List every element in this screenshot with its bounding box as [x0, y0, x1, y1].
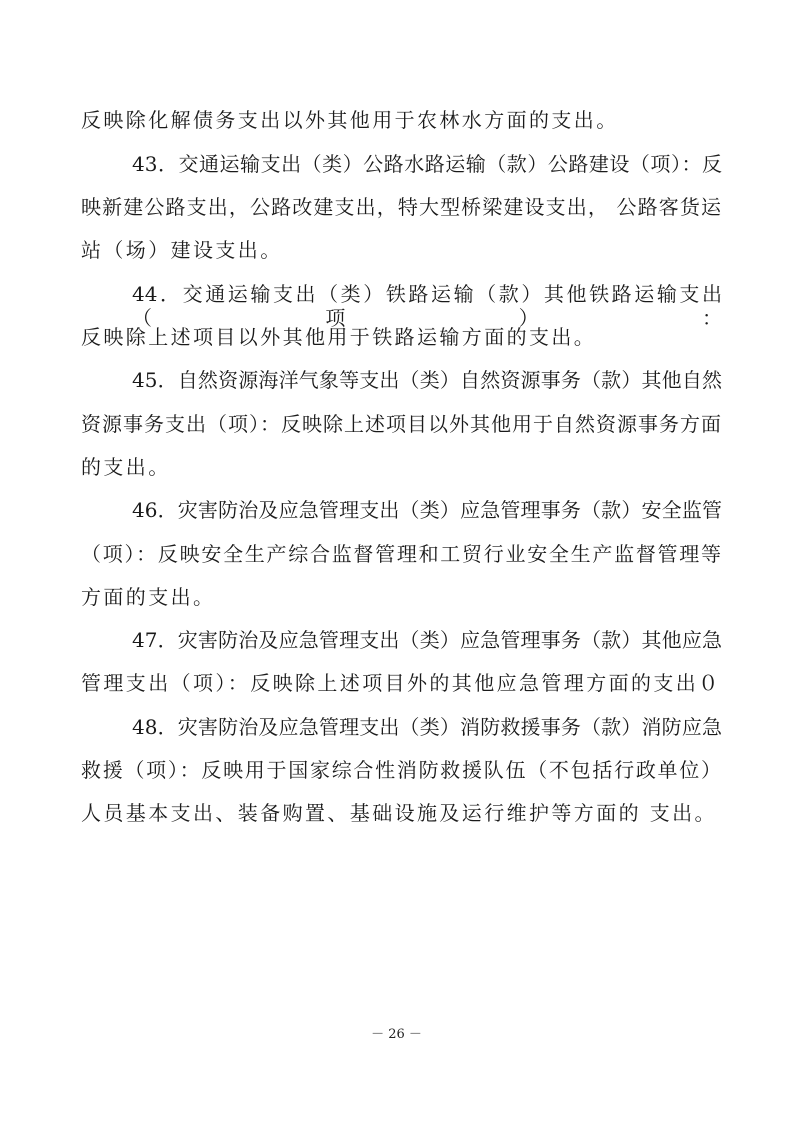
item-45-line-1: 45．自然资源海洋气象等支出（类）自然资源事务（款）其他自然 [132, 368, 722, 392]
item-48-line-3: 人员基本支出、装备购置、基础设施及运行维护等方面的 支出。 [81, 801, 717, 825]
item-46-line-1: 46．灾害防治及应急管理支出（类）应急管理事务（款）安全监管 [132, 498, 722, 522]
item-47-line-1: 47．灾害防治及应急管理支出（类）应急管理事务（款）其他应急 [132, 628, 722, 652]
item-43-line-2: 映新建公路支出，公路改建支出，特大型桥梁建设支出， 公路客货运 [81, 195, 721, 219]
item-45-line-3: 的支出。 [81, 455, 171, 479]
text-line: 反映除化解债务支出以外其他用于农林水方面的支出。 [81, 108, 619, 132]
item-43-line-1: 43．交通运输支出（类）公路水路运输（款）公路建设（项）：反 [132, 152, 722, 176]
item-48-line-2: 救援（项）：反映用于国家综合性消防救援队伍（不包括行政单位） [81, 758, 721, 782]
page-number: － 26 － [371, 1027, 422, 1042]
item-46-line-2: （项）：反映安全生产综合监督管理和工贸行业安全生产监督管理等 [81, 542, 721, 566]
item-48-line-1: 48．灾害防治及应急管理支出（类）消防救援事务（款）消防应急 [132, 715, 722, 739]
item-45-line-2: 资源事务支出（项）：反映除上述项目以外其他用于自然资源事务方面 [81, 412, 721, 436]
item-44-line-1: 44．交通运输支出（类）铁路运输（款）其他铁路运输支出（项）： [132, 282, 722, 330]
item-46-line-3: 方面的支出。 [81, 585, 216, 609]
item-44-line-2: 反映除上述项目以外其他用于铁路运输方面的支出。 [81, 325, 597, 349]
item-47-line-2: 管理支出（项）：反映除上述项目外的其他应急管理方面的支出０ [81, 671, 721, 695]
item-43-line-3: 站（场）建设支出。 [81, 238, 283, 262]
